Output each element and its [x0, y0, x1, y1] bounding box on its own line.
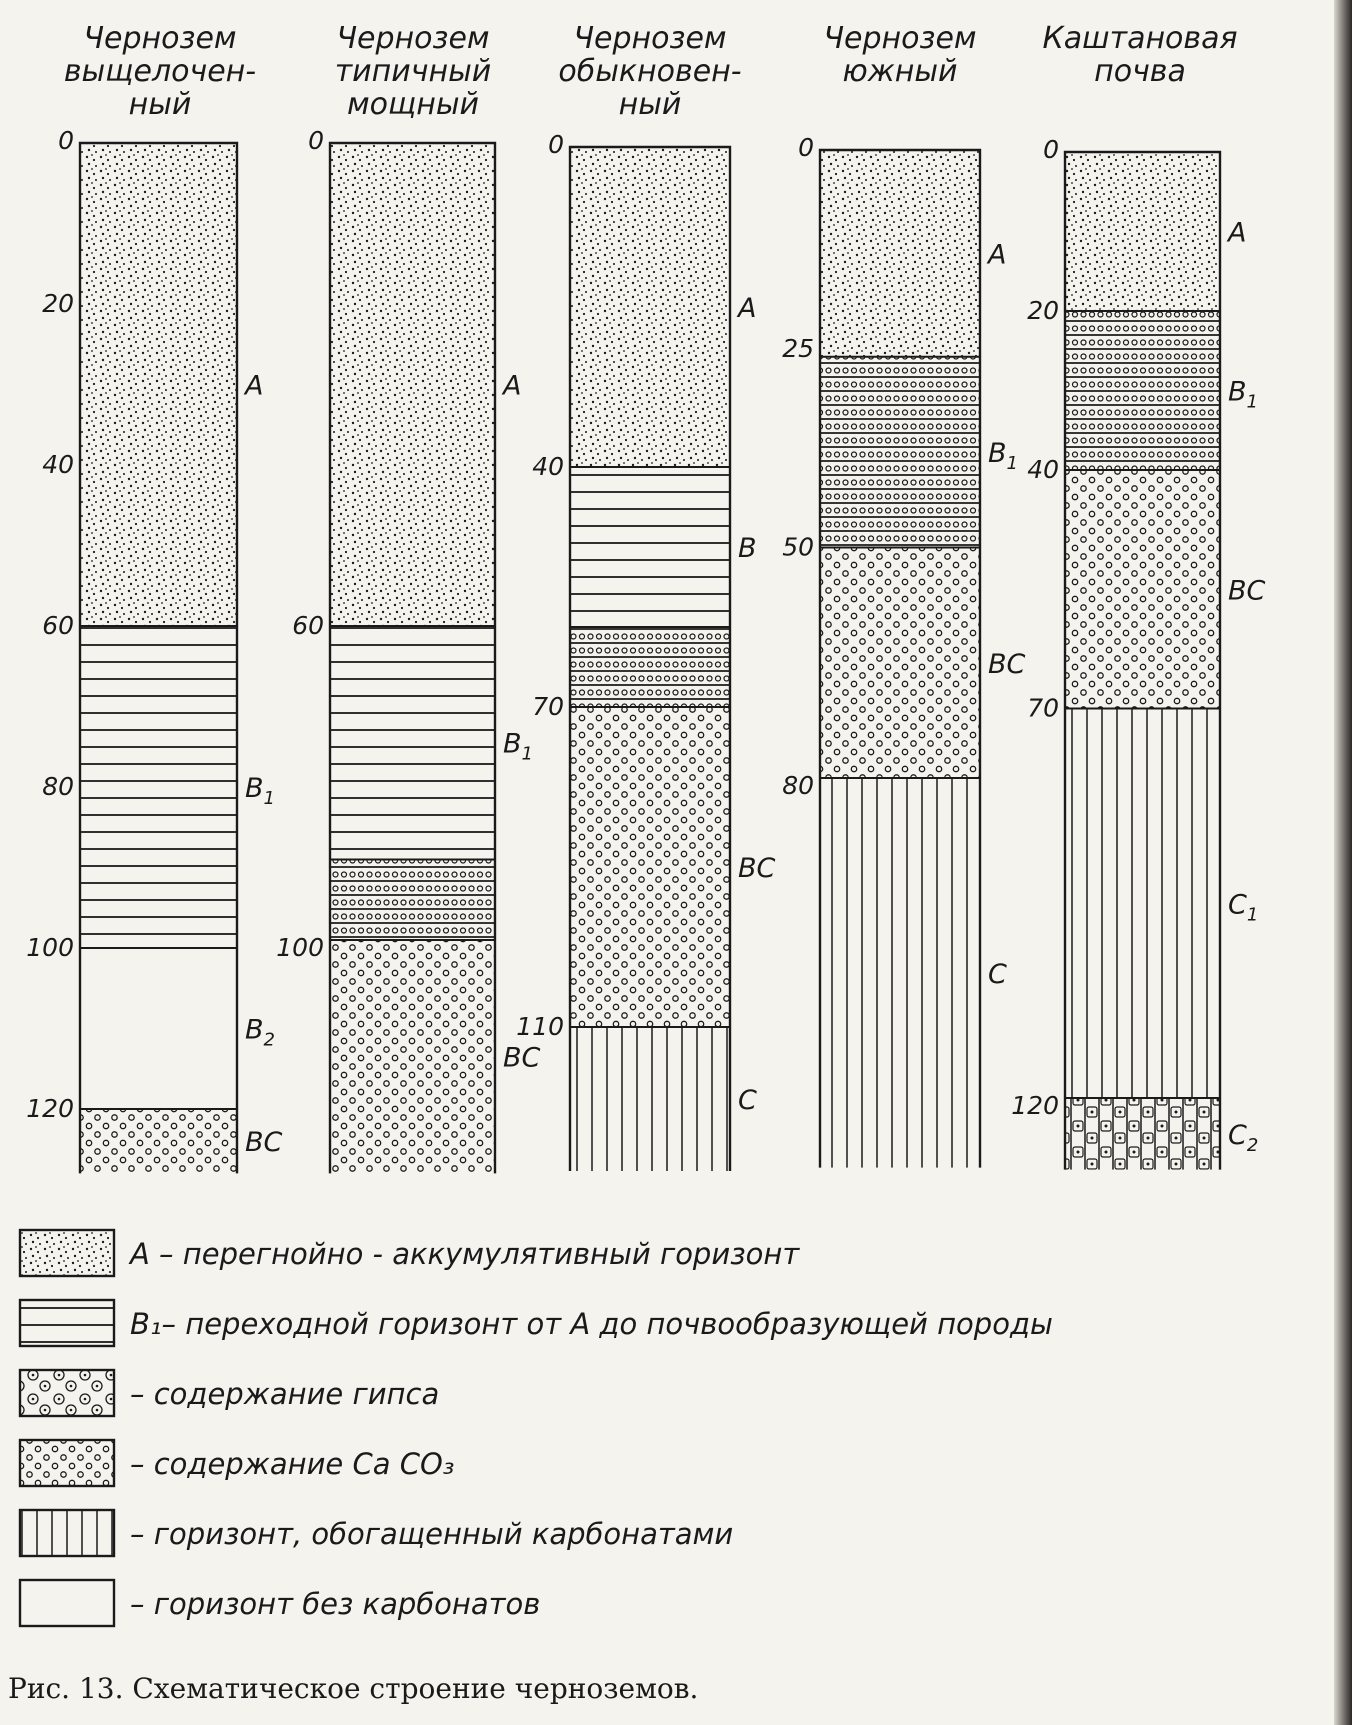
horizon-caco3	[80, 1109, 237, 1173]
horizon-caco3	[1065, 470, 1220, 709]
horizon-label: BC	[1228, 575, 1266, 607]
legend-text: – горизонт без карбонатов	[130, 1587, 541, 1621]
horizon-humus	[1065, 152, 1220, 311]
horizon-lines-caco3	[570, 627, 730, 707]
horizon-label-subscript: 1	[263, 788, 275, 809]
horizon-caco3	[330, 940, 495, 1173]
depth-label: 60	[42, 611, 74, 640]
legend-swatch-caco3	[20, 1440, 114, 1486]
horizon-lines-caco3	[820, 357, 980, 548]
column-title-line: Чернозем	[83, 21, 237, 56]
horizon-label: $B_1$	[988, 438, 1018, 475]
depth-label: 100	[276, 933, 324, 962]
horizon-label: $C_2$	[1228, 1119, 1259, 1156]
depth-label: 25	[782, 333, 814, 363]
legend-text: A – перегнойно - аккумулятивный горизонт	[130, 1237, 800, 1271]
horizon-carbonate	[570, 1027, 730, 1171]
depth-label: 50	[782, 532, 814, 562]
horizon-humus	[80, 143, 237, 626]
depth-label: 40	[42, 450, 74, 479]
horizon-gypsum-carbonate	[1065, 1098, 1220, 1170]
horizon-lines	[570, 467, 730, 627]
horizon-lines	[330, 626, 495, 859]
horizon-humus	[330, 143, 495, 626]
column-title-line: типичный	[334, 54, 492, 89]
column-title-line: Чернозем	[336, 21, 490, 56]
horizon-lines-caco3	[330, 859, 495, 940]
depth-label: 120	[26, 1094, 74, 1123]
column-title-line: Каштановая	[1042, 21, 1238, 56]
horizon-carbonate	[820, 778, 980, 1168]
horizon-label: $C_1$	[1228, 889, 1259, 926]
horizon-humus	[570, 147, 730, 467]
depth-label: 0	[58, 126, 74, 155]
horizon-label: C	[988, 958, 1007, 990]
column-title-line: Чернозем	[573, 21, 727, 56]
soil-column-3	[516, 21, 775, 1171]
horizon-label: $B_1$	[503, 728, 533, 765]
horizon-label: $B_1$	[1228, 376, 1258, 413]
legend-text: – горизонт, обогащенный карбонатами	[130, 1517, 734, 1551]
depth-label: 0	[1043, 135, 1059, 164]
horizon-label-subscript: 2	[263, 1029, 275, 1051]
legend	[20, 1230, 1053, 1626]
horizon-humus	[820, 150, 980, 357]
legend-text: – содержание Ca CO₃	[130, 1447, 455, 1481]
horizon-label: A	[988, 239, 1007, 271]
horizon-label: B	[738, 533, 757, 564]
legend-swatch-lines	[20, 1300, 114, 1346]
horizon-label: BC	[988, 648, 1026, 680]
column-title-line: южный	[842, 54, 958, 89]
horizon-lines	[80, 626, 237, 948]
horizon-carbonate	[1065, 709, 1220, 1099]
legend-swatch-carbonate	[20, 1510, 114, 1556]
depth-label: 0	[798, 133, 814, 162]
horizon-label: BC	[245, 1127, 283, 1159]
column-title-line: обыкновен-	[558, 54, 742, 89]
horizon-label: C	[738, 1085, 757, 1116]
legend-swatch-blank	[20, 1580, 114, 1626]
depth-label: 40	[1027, 455, 1059, 484]
figure-caption: Рис. 13. Схематическое строение черноземов.	[8, 1672, 699, 1705]
horizon-label: BC	[503, 1042, 541, 1074]
horizon-blank	[80, 948, 237, 1109]
depth-label: 70	[532, 692, 564, 721]
column-title-line: почва	[1094, 54, 1186, 89]
horizon-label: A	[1228, 217, 1247, 249]
depth-label: 0	[548, 130, 564, 159]
column-title-line: выщелочен-	[63, 54, 257, 89]
soil-column-1	[26, 21, 282, 1173]
legend-swatch-humus	[20, 1230, 114, 1276]
depth-label: 60	[292, 611, 324, 640]
soil-column-4	[782, 21, 1025, 1168]
column-title-line: ный	[618, 87, 682, 122]
depth-label: 80	[782, 771, 814, 800]
depth-label: 70	[1027, 693, 1059, 723]
horizon-label: A	[245, 370, 264, 402]
depth-label: 80	[42, 772, 74, 801]
column-title-line: Чернозем	[823, 21, 977, 56]
horizon-label: A	[503, 370, 522, 402]
horizon-label-subscript: 1	[1246, 904, 1259, 926]
horizon-label: A	[738, 293, 757, 324]
depth-label: 20	[42, 289, 74, 318]
horizon-lines-caco3	[1065, 311, 1220, 470]
depth-label: 100	[26, 933, 74, 962]
depth-label: 20	[1027, 296, 1059, 325]
horizon-label: $B_2$	[245, 1014, 275, 1051]
column-title-line: мощный	[346, 87, 480, 122]
legend-text: – содержание гипса	[130, 1377, 440, 1411]
depth-label: 120	[1011, 1091, 1059, 1120]
depth-label: 0	[308, 126, 324, 155]
horizon-caco3	[570, 707, 730, 1027]
column-title-line: ный	[128, 87, 192, 122]
soil-columns	[26, 21, 1265, 1173]
depth-label: 40	[532, 452, 564, 481]
horizon-label-subscript: 1	[1006, 453, 1018, 475]
legend-swatch-gypsum	[20, 1370, 114, 1416]
horizon-label: $B_1$	[245, 773, 275, 809]
horizon-label: BC	[738, 853, 776, 884]
horizon-label-subscript: 1	[521, 743, 533, 765]
horizon-label-subscript: 2	[1246, 1134, 1259, 1156]
horizon-caco3	[820, 548, 980, 779]
legend-text: B₁– переходной горизонт от A до почвообразующей породы	[130, 1307, 1053, 1341]
soil-column-5	[1011, 21, 1265, 1170]
soil-column-2	[276, 21, 540, 1173]
depth-label: 110	[516, 1012, 564, 1041]
horizon-label-subscript: 1	[1246, 391, 1258, 413]
